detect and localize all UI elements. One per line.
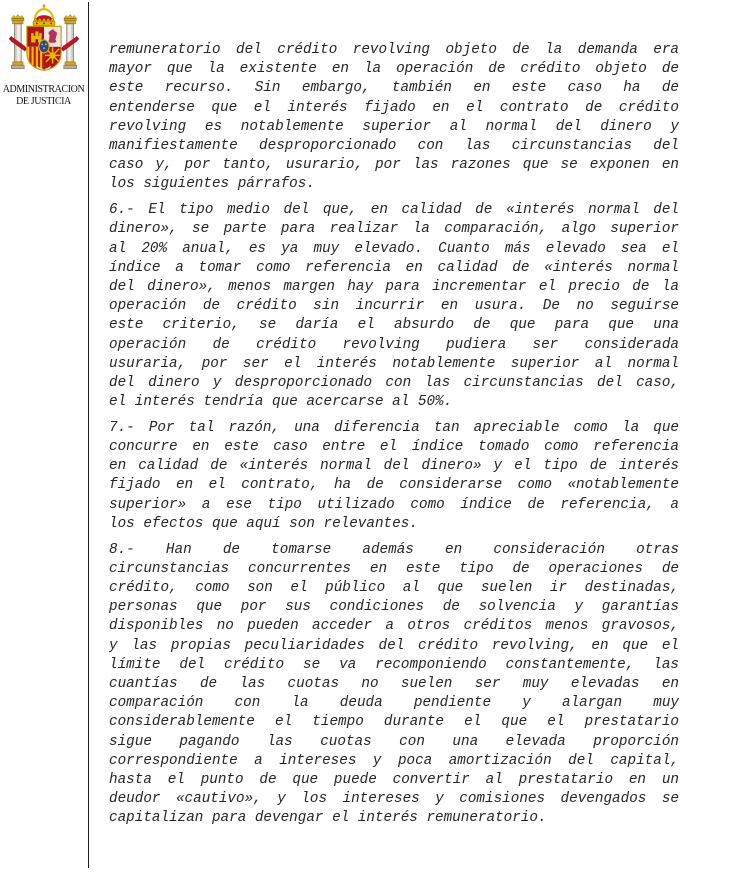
text-line: este criterio, se daría el absurdo de que para que una [109,317,679,334]
text-line: mayor que la existente en la operación de crédito objeto de [109,61,679,78]
text-line: manifiestamente desproporcionado con las circunstancias del [109,138,679,155]
justice-administration-logo [1,3,86,107]
text-line: este recurso. Sin embargo, también en este caso ha de [109,80,679,97]
text-line: los efectos que aquí son relevantes. [109,515,418,532]
text-line: y las propias peculiaridades del crédito revolving, en que el [109,637,679,654]
text-line: 6.- El tipo medio del que, en calidad de «interés normal del [109,202,679,219]
org-name-line2: DE JUSTICIA [16,95,71,107]
text-line: los siguientes párrafos. [109,176,315,193]
paragraph-3 [109,541,679,829]
text-line: circunstancias concurrentes en este tipo de operaciones de [109,560,679,577]
paragraph-0 [109,41,679,195]
right-pillar [60,14,78,68]
text-line: concurre en este caso entre el índice tomado como referencia [109,439,679,456]
text-line: cuantías de las cuotas no suelen ser muy elevadas en [109,676,679,692]
document-body [109,41,679,835]
org-name-line1: ADMINISTRACION [2,84,85,95]
text-line: deudor «cautivo», y los intereses y comisiones devengados se [109,791,679,808]
text-line: operación de crédito revolving pudiera ser considerada [109,336,679,353]
text-line: en calidad de «interés normal del dinero» y el tipo de interés [109,458,679,475]
text-line: al 20% anual, es ya muy elevado. Cuanto más elevado sea el [109,240,679,257]
text-line: dinero», se parte para realizar la comparación, algo superior [109,221,679,238]
text-line: considerablemente el tiempo durante el que el prestatario [109,714,679,731]
text-line: índice a tomar como referencia en calidad de «interés normal [109,259,679,276]
text-line: crédito, como son el público al que suelen ir destinadas, [109,579,679,596]
margin-rule [88,2,89,868]
text-line: el interés tendría que acercarse al 50%. [109,394,453,411]
text-line: entenderse que el interés fijado en el contrato de crédito [109,99,679,116]
castle-quarter [31,31,42,42]
text-line: hasta el punto de que puede convertir al prestatario en un [109,772,679,789]
spain-coat-of-arms-icon [6,3,82,83]
text-line: revolving es notablemente superior al normal del dinero y [109,118,679,135]
text-line: límite del crédito se va recomponiendo constantemente, las [109,656,679,673]
left-pillar [8,14,26,68]
text-line: remuneratorio del crédito revolving objeto de la demanda era [109,42,679,58]
text-line: 8.- Han de tomarse además en consideración otras [109,541,679,558]
text-line: capitalizan para devengar el interés remuneratorio. [109,810,547,827]
text-line: usuraria, por ser el interés notablemente superior al normal [109,355,679,372]
text-line: del dinero y desproporcionado con las circunstancias del caso, [109,374,679,391]
text-line: fijado en el contrato, ha de considerarse como «notablemente [109,477,679,494]
text-line: superior» a ese tipo utilizado como índice de referencia, a [109,496,679,513]
paragraph-2 [109,419,679,534]
shield [26,26,60,71]
text-line: correspondiente a intereses y poca amortización del capital, [109,752,679,769]
text-line: 7.- Por tal razón, una diferencia tan apreciable como la que [109,419,679,436]
text-line: sigue pagando las cuotas con una elevada proporción [109,733,679,750]
text-line: personas que por sus condiciones de solvencia y garantías [109,599,679,616]
text-line: caso y, por tanto, usurario, por las razones que se exponen en [109,157,679,174]
text-line: comparación con la deuda pendiente y alargan muy [109,695,679,712]
paragraph-1 [109,201,679,412]
text-line: operación de crédito sin incurrir en usura. De no seguirse [109,298,679,315]
text-line: disponibles no pueden acceder a otros créditos menos gravosos, [109,618,679,635]
text-line: del dinero», menos margen hay para incrementar el precio de la [109,278,679,295]
royal-crown [33,5,55,26]
bourbon-oval [38,40,48,53]
